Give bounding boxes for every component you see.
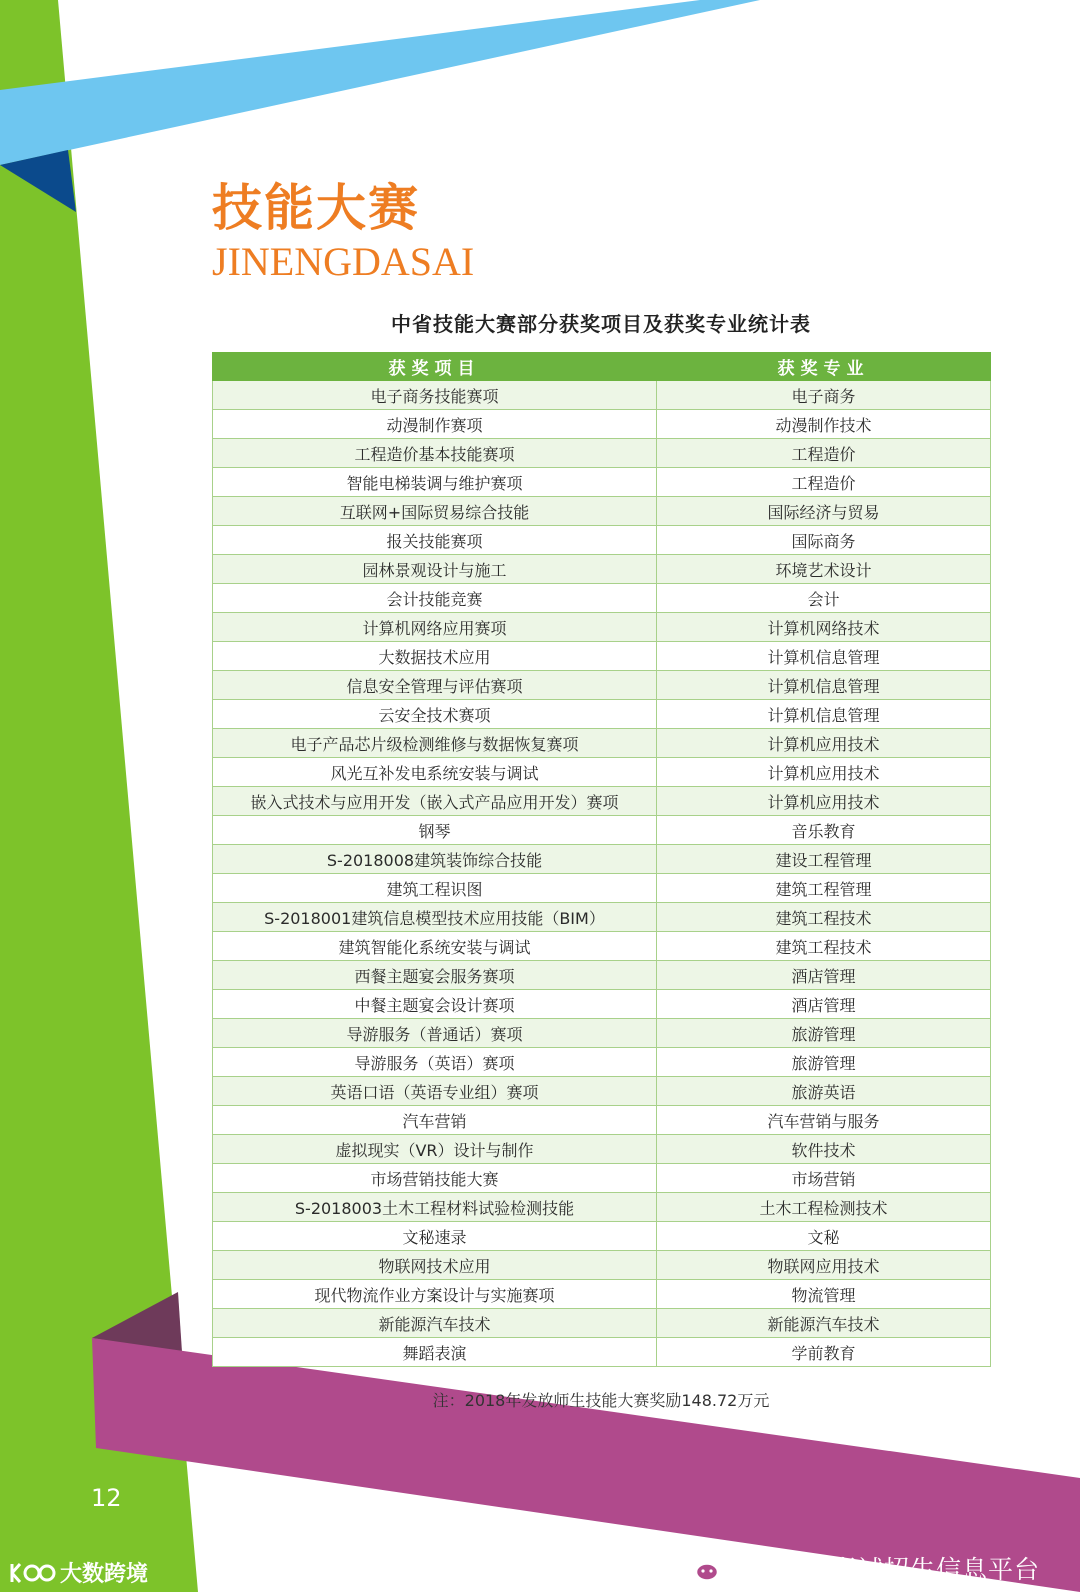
table-row (213, 1019, 991, 1048)
awards-table-body (213, 381, 991, 1367)
table-row (213, 758, 991, 787)
section-title-pinyin: JINENGDASAI (212, 239, 475, 284)
award-major-cell: 计算机信息管理 (657, 671, 991, 700)
table-row (213, 874, 991, 903)
table-row (213, 1222, 991, 1251)
page-number: 12 (91, 1484, 122, 1512)
award-major-cell: 计算机网络技术 (657, 613, 991, 642)
award-major-cell: 建筑工程管理 (657, 874, 991, 903)
award-major-cell: 酒店管理 (657, 961, 991, 990)
section-title-chinese: 技能大赛 (212, 179, 420, 237)
table-row (213, 584, 991, 613)
award-major-cell: 电子商务 (657, 381, 991, 410)
table-row (213, 932, 991, 961)
award-major-cell: 土木工程检测技术 (657, 1193, 991, 1222)
award-project-cell: 物联网技术应用 (213, 1251, 657, 1280)
award-major-cell: 工程造价 (657, 439, 991, 468)
award-major-cell: 计算机应用技术 (657, 787, 991, 816)
table-row (213, 1164, 991, 1193)
award-project-cell: 嵌入式技术与应用开发（嵌入式产品应用开发）赛项 (213, 787, 657, 816)
award-project-cell: 风光互补发电系统安装与调试 (213, 758, 657, 787)
table-title: 中省技能大赛部分获奖项目及获奖专业统计表 (391, 312, 811, 336)
brand-watermark (8, 1557, 148, 1588)
table-row (213, 642, 991, 671)
award-major-cell: 计算机应用技术 (657, 758, 991, 787)
table-row (213, 729, 991, 758)
award-project-cell: 电子商务技能赛项 (213, 381, 657, 410)
award-major-cell: 动漫制作技术 (657, 410, 991, 439)
award-project-cell: 云安全技术赛项 (213, 700, 657, 729)
award-project-cell: 西餐主题宴会服务赛项 (213, 961, 657, 990)
table-row (213, 903, 991, 932)
award-major-cell: 学前教育 (657, 1338, 991, 1367)
table-header-row (213, 353, 991, 381)
award-project-cell: 园林景观设计与施工 (213, 555, 657, 584)
award-major-cell: 建设工程管理 (657, 845, 991, 874)
award-project-cell: 智能电梯装调与维护赛项 (213, 468, 657, 497)
table-row (213, 381, 991, 410)
table-row (213, 700, 991, 729)
award-major-cell: 环境艺术设计 (657, 555, 991, 584)
wechat-watermark (680, 1550, 1040, 1586)
award-project-cell: 钢琴 (213, 816, 657, 845)
table-row (213, 1338, 991, 1367)
award-project-cell: 会计技能竞赛 (213, 584, 657, 613)
award-project-cell: S-2018001建筑信息模型技术应用技能（BIM） (213, 903, 657, 932)
table-row (213, 961, 991, 990)
award-major-cell: 市场营销 (657, 1164, 991, 1193)
award-project-cell: 新能源汽车技术 (213, 1309, 657, 1338)
award-major-cell: 文秘 (657, 1222, 991, 1251)
table-row (213, 1077, 991, 1106)
award-project-cell: 动漫制作赛项 (213, 410, 657, 439)
award-major-cell: 计算机应用技术 (657, 729, 991, 758)
award-major-cell: 国际经济与贸易 (657, 497, 991, 526)
table-row (213, 845, 991, 874)
award-major-cell: 音乐教育 (657, 816, 991, 845)
award-project-cell: 导游服务（普通话）赛项 (213, 1019, 657, 1048)
award-project-cell: 互联网+国际贸易综合技能 (213, 497, 657, 526)
award-major-cell: 国际商务 (657, 526, 991, 555)
table-row (213, 526, 991, 555)
table-row (213, 1280, 991, 1309)
table-row (213, 410, 991, 439)
header-award-project: 获奖项目 (213, 353, 657, 381)
award-major-cell: 旅游管理 (657, 1048, 991, 1077)
award-major-cell: 物联网应用技术 (657, 1251, 991, 1280)
award-project-cell: 信息安全管理与评估赛项 (213, 671, 657, 700)
award-project-cell: 市场营销技能大赛 (213, 1164, 657, 1193)
table-row (213, 439, 991, 468)
award-major-cell: 旅游管理 (657, 1019, 991, 1048)
table-row (213, 787, 991, 816)
award-project-cell: 现代物流作业方案设计与实施赛项 (213, 1280, 657, 1309)
award-project-cell: 中餐主题宴会设计赛项 (213, 990, 657, 1019)
table-row (213, 1251, 991, 1280)
table-row (213, 1135, 991, 1164)
award-major-cell: 汽车营销与服务 (657, 1106, 991, 1135)
award-project-cell: S-2018003土木工程材料试验检测技能 (213, 1193, 657, 1222)
award-project-cell: 建筑智能化系统安装与调试 (213, 932, 657, 961)
award-project-cell: 汽车营销 (213, 1106, 657, 1135)
award-major-cell: 软件技术 (657, 1135, 991, 1164)
header-award-major: 获奖专业 (657, 353, 991, 381)
footnote: 注：2018年发放师生技能大赛奖励148.72万元 (432, 1391, 770, 1410)
table-row (213, 497, 991, 526)
award-project-cell: 计算机网络应用赛项 (213, 613, 657, 642)
award-major-cell: 新能源汽车技术 (657, 1309, 991, 1338)
award-project-cell: 舞蹈表演 (213, 1338, 657, 1367)
award-project-cell: 大数据技术应用 (213, 642, 657, 671)
awards-table (212, 352, 991, 1367)
table-row (213, 468, 991, 497)
award-major-cell: 建筑工程技术 (657, 932, 991, 961)
award-project-cell: 英语口语（英语专业组）赛项 (213, 1077, 657, 1106)
award-major-cell: 计算机信息管理 (657, 700, 991, 729)
brand-logo-icon (8, 1560, 56, 1586)
award-project-cell: 报关技能赛项 (213, 526, 657, 555)
wechat-account-label: 陕西分类考试招生信息平台 (728, 1555, 1041, 1584)
award-major-cell: 物流管理 (657, 1280, 991, 1309)
award-project-cell: 电子产品芯片级检测维修与数据恢复赛项 (213, 729, 657, 758)
table-row (213, 1106, 991, 1135)
table-row (213, 990, 991, 1019)
award-project-cell: 文秘速录 (213, 1222, 657, 1251)
table-row (213, 816, 991, 845)
award-major-cell: 计算机信息管理 (657, 642, 991, 671)
award-project-cell: 导游服务（英语）赛项 (213, 1048, 657, 1077)
table-row (213, 555, 991, 584)
award-project-cell: 工程造价基本技能赛项 (213, 439, 657, 468)
award-major-cell: 旅游英语 (657, 1077, 991, 1106)
award-major-cell: 会计 (657, 584, 991, 613)
award-major-cell: 建筑工程技术 (657, 903, 991, 932)
table-row (213, 1048, 991, 1077)
brand-label: 大数跨境 (60, 1562, 149, 1587)
award-major-cell: 工程造价 (657, 468, 991, 497)
table-row (213, 1309, 991, 1338)
table-row (213, 671, 991, 700)
table-row (213, 613, 991, 642)
award-project-cell: S-2018008建筑装饰综合技能 (213, 845, 657, 874)
wechat-icon (680, 1552, 720, 1584)
table-row (213, 1193, 991, 1222)
award-project-cell: 建筑工程识图 (213, 874, 657, 903)
award-project-cell: 虚拟现实（VR）设计与制作 (213, 1135, 657, 1164)
award-major-cell: 酒店管理 (657, 990, 991, 1019)
